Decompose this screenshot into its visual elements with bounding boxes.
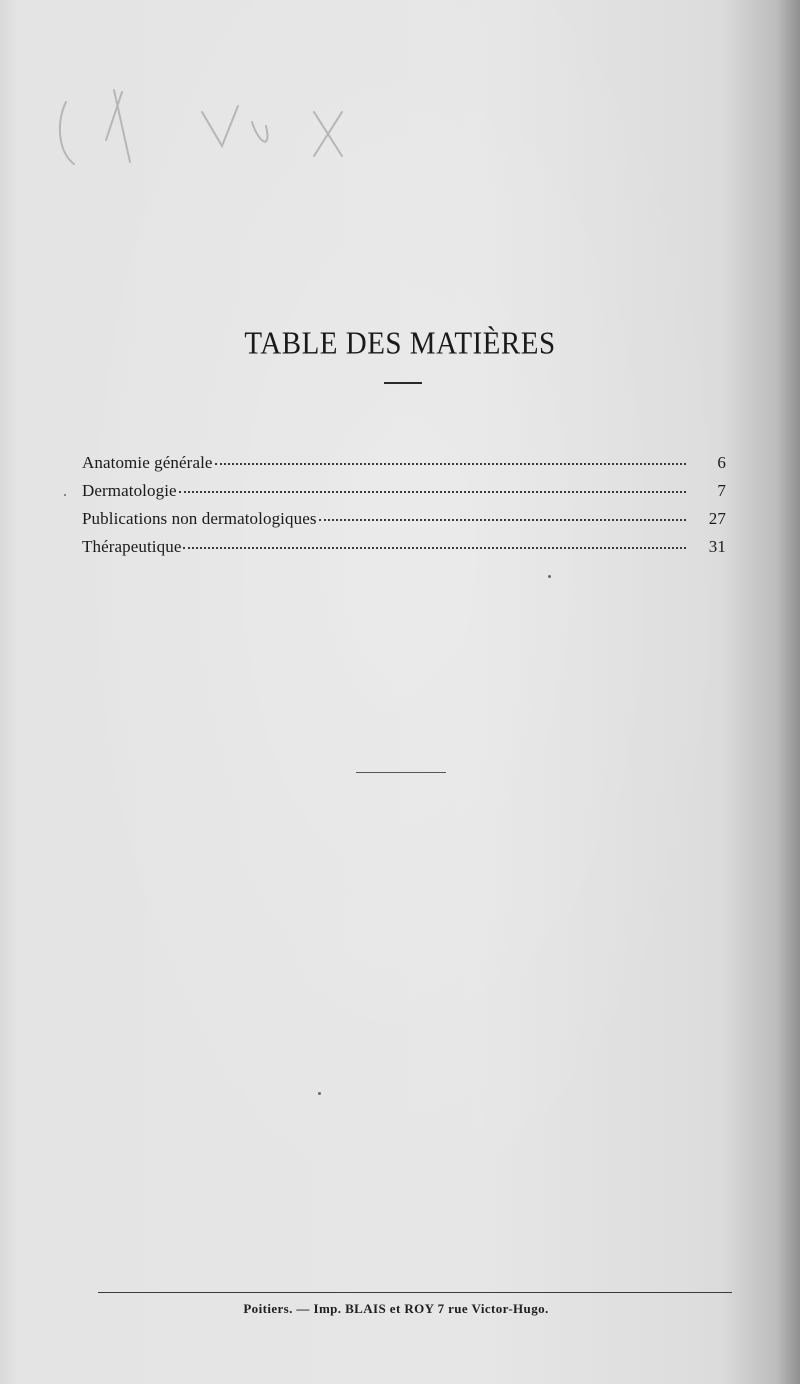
- toc-leader-dots: [319, 505, 686, 521]
- title-divider: [384, 382, 422, 384]
- toc-entry-label: Publications non dermatologiques: [82, 509, 317, 528]
- paper-speck: [318, 1092, 321, 1095]
- toc-entry[interactable]: [82, 508, 726, 536]
- toc-entry[interactable]: [82, 452, 726, 480]
- toc-entry-page: 6: [717, 453, 726, 472]
- toc-entry-label: Thérapeutique: [82, 537, 182, 556]
- toc-leader-dots: [183, 533, 686, 549]
- footer-rule: [98, 1292, 732, 1293]
- printer-imprint: Poitiers. — Imp. BLAIS et ROY 7 rue Victor-Hugo.: [243, 1301, 549, 1316]
- toc-entry[interactable]: [82, 536, 726, 564]
- toc-leader-dots: [215, 449, 686, 465]
- toc-entry-page: 27: [708, 509, 726, 528]
- toc-entry[interactable]: [82, 480, 726, 508]
- table-of-contents: [82, 452, 726, 564]
- paper-speck: [548, 575, 551, 578]
- page-title: TABLE DES MATIÈRES: [244, 327, 556, 362]
- pencil-annotation-mark: [52, 82, 352, 172]
- toc-leader-dots: [179, 477, 686, 493]
- toc-entry-page: 7: [717, 481, 726, 500]
- toc-entry-label: Anatomie générale: [82, 453, 213, 472]
- toc-entry-page: 31: [708, 537, 726, 556]
- section-divider: [356, 772, 446, 773]
- paper-speck: [64, 494, 66, 496]
- toc-entry-label: Dermatologie: [82, 481, 177, 500]
